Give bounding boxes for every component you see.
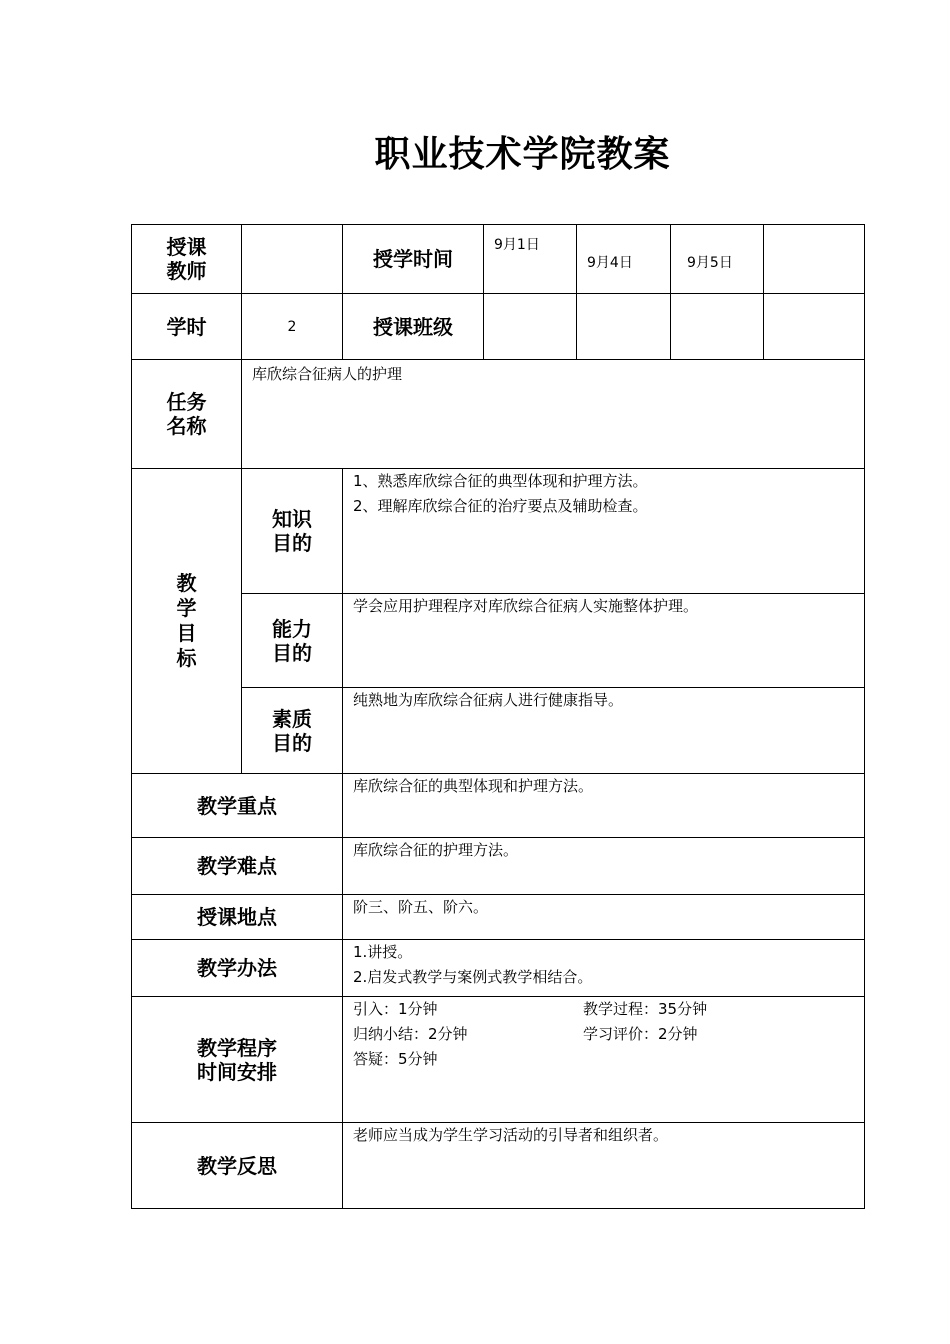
class-cell-2[interactable] — [577, 294, 671, 360]
teacher-label-line1: 授课 — [166, 235, 207, 259]
row-schedule — [132, 997, 865, 1123]
teacher-label-cell — [132, 225, 242, 294]
date-cell-1[interactable]: 9月1日 — [484, 225, 577, 294]
knowledge-label-line1: 知识 — [272, 507, 312, 531]
objectives-label — [132, 469, 242, 774]
task-label-line1: 任务 — [166, 390, 207, 414]
quality-label-line1: 素质 — [272, 706, 312, 731]
row-reflection — [132, 1123, 865, 1209]
class-cell-1[interactable] — [484, 294, 577, 360]
class-cell-4[interactable] — [764, 294, 865, 360]
reflection-label: 教学反思 — [132, 1123, 343, 1209]
quality-label-cell — [242, 688, 343, 774]
date-label: 授学时间 — [343, 225, 484, 294]
teacher-value[interactable] — [242, 225, 343, 294]
class-cell-3[interactable] — [671, 294, 764, 360]
ability-label-line1: 能力 — [272, 616, 312, 641]
knowledge-item-2: 2、理解库欣综合征的治疗要点及辅助检查。 — [353, 497, 648, 515]
hours-value[interactable]: 2 — [242, 294, 343, 360]
reflection-value[interactable]: 老师应当成为学生学习活动的引导者和组织者。 — [343, 1123, 865, 1209]
knowledge-label-cell — [242, 469, 343, 594]
key-points-label: 教学重点 — [132, 774, 343, 838]
methods-value[interactable] — [343, 940, 865, 997]
class-label: 授课班级 — [343, 294, 484, 360]
objectives-label-char-1: 教 — [176, 571, 197, 595]
hours-label: 学时 — [132, 294, 242, 360]
row-location — [132, 895, 865, 940]
schedule-value[interactable] — [343, 997, 865, 1123]
knowledge-item-1: 1、熟悉库欣综合征的典型体现和护理方法。 — [353, 472, 648, 490]
ability-label-cell — [242, 594, 343, 688]
date-cell-3[interactable]: 9月5日 — [671, 225, 764, 294]
location-label: 授课地点 — [132, 895, 343, 940]
row-hours — [132, 294, 865, 360]
schedule-label-line2: 时间安排 — [197, 1059, 277, 1084]
date-cell-2[interactable]: 9月4日 — [577, 225, 671, 294]
schedule-item-4: 学习评价：2分钟 — [583, 1025, 698, 1043]
location-value[interactable]: 阶三、阶五、阶六。 — [343, 895, 865, 940]
schedule-item-2: 教学过程：35分钟 — [583, 1000, 708, 1018]
row-key-points — [132, 774, 865, 838]
key-points-value[interactable]: 库欣综合征的典型体现和护理方法。 — [343, 774, 865, 838]
schedule-item-5: 答疑：5分钟 — [353, 1050, 438, 1068]
schedule-item-1: 引入：1分钟 — [353, 1000, 438, 1018]
row-objective-quality — [132, 688, 865, 774]
knowledge-label-line2: 目的 — [272, 531, 312, 555]
teacher-label-line2: 教师 — [166, 259, 207, 283]
difficulties-value[interactable]: 库欣综合征的护理方法。 — [343, 838, 865, 895]
date-cell-4[interactable] — [764, 225, 865, 294]
ability-label-line2: 目的 — [272, 640, 312, 665]
difficulties-label: 教学难点 — [132, 838, 343, 895]
method-item-2: 2.启发式教学与案例式教学相结合。 — [353, 968, 593, 986]
quality-value[interactable]: 纯熟地为库欣综合征病人进行健康指导。 — [343, 688, 865, 774]
task-label-cell — [132, 360, 242, 469]
schedule-grid — [353, 997, 854, 1072]
row-task — [132, 360, 865, 469]
method-item-1: 1.讲授。 — [353, 943, 413, 961]
row-difficulties — [132, 838, 865, 895]
schedule-label-cell — [132, 997, 343, 1123]
schedule-label-line1: 教学程序 — [197, 1035, 277, 1060]
schedule-item-3: 归纳小结：2分钟 — [353, 1025, 468, 1043]
row-teacher — [132, 225, 865, 294]
quality-label-line2: 目的 — [272, 730, 312, 755]
row-methods — [132, 940, 865, 997]
objectives-label-char-2: 学 — [176, 596, 197, 620]
task-value[interactable]: 库欣综合征病人的护理 — [242, 360, 865, 469]
objectives-label-char-4: 标 — [176, 646, 197, 670]
methods-label: 教学办法 — [132, 940, 343, 997]
task-label-line2: 名称 — [166, 414, 207, 438]
knowledge-value[interactable] — [343, 469, 865, 594]
objectives-label-char-3: 目 — [176, 621, 197, 645]
row-objective-ability — [132, 594, 865, 688]
lesson-plan-table — [131, 224, 865, 1209]
row-objective-knowledge — [132, 469, 865, 594]
page-title: 职业技术学院教案 — [374, 134, 671, 175]
ability-value[interactable]: 学会应用护理程序对库欣综合征病人实施整体护理。 — [343, 594, 865, 688]
